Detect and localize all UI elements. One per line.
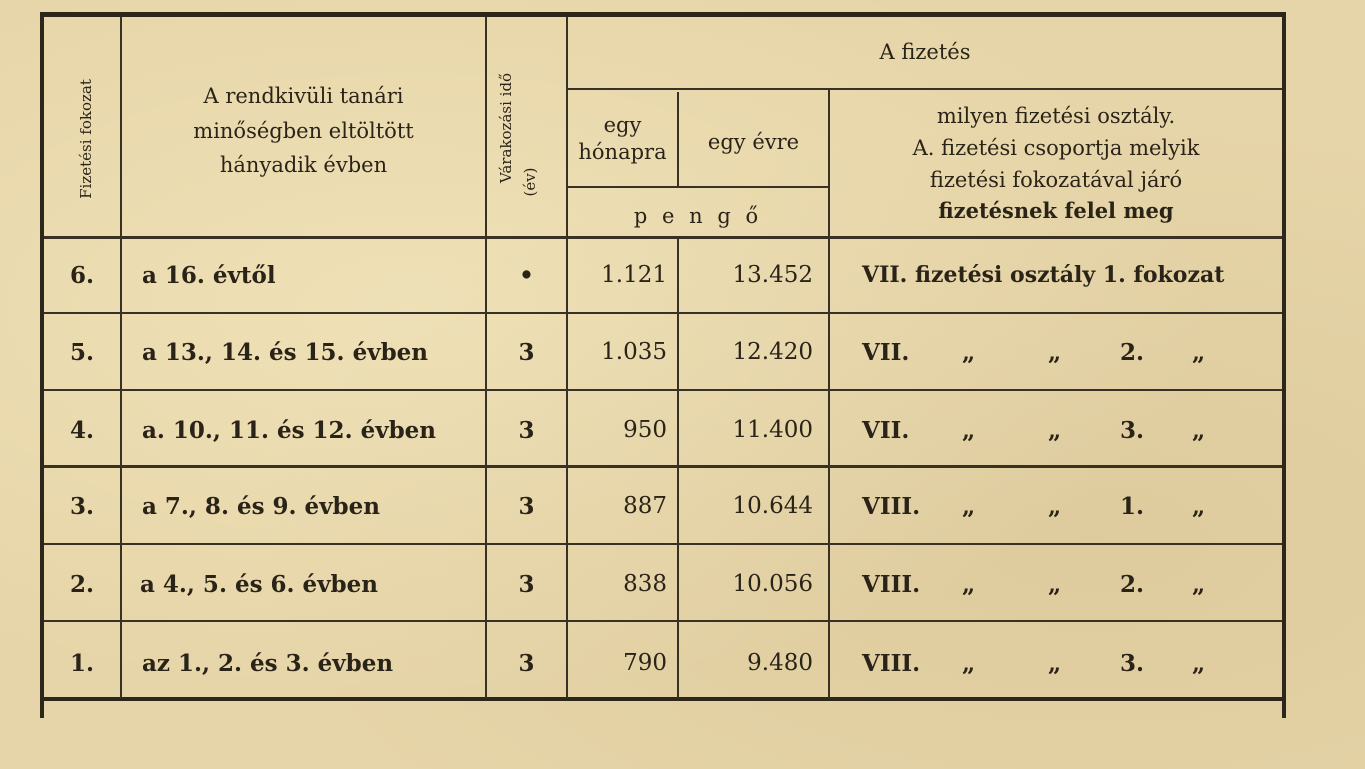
row-divider <box>44 620 1282 622</box>
header-currency: p e n g ő <box>633 204 763 228</box>
cell-grade: 5. <box>69 339 94 366</box>
header-bottom-rule <box>44 236 1282 239</box>
cell-wait: • <box>519 262 534 289</box>
cell-monthly: 1.121 <box>601 262 667 288</box>
cell-class-roman: VII. <box>862 339 910 366</box>
cell-monthly: 950 <box>623 417 667 443</box>
header-monthly-line2: hónapra <box>578 140 667 164</box>
cell-monthly: 790 <box>623 650 667 676</box>
cell-class-ditto: „ <box>1192 417 1206 444</box>
cell-class-ditto: „ <box>1192 339 1206 366</box>
header-year-line1: A rendkivüli tanári <box>203 84 404 108</box>
header-class-line3: fizetési fokozatával járó <box>929 168 1183 192</box>
header-grade: Fizetési fokozat <box>77 79 95 199</box>
header-yearly: egy évre <box>707 130 800 154</box>
table-bottom-rule <box>40 697 1286 701</box>
cell-class-number: 3. <box>1120 417 1145 444</box>
cell-wait: 3 <box>518 571 535 598</box>
cell-class-number: 1. <box>1120 493 1145 520</box>
cell-yearly: 10.644 <box>732 493 813 519</box>
cell-class-ditto: „ <box>1192 650 1206 677</box>
cell-grade: 3. <box>69 493 94 520</box>
cell-grade: 4. <box>69 417 94 444</box>
cell-yearly: 11.400 <box>732 417 813 443</box>
header-salary-divider <box>568 88 1282 90</box>
header-wait-line2: (év) <box>521 167 539 197</box>
cell-yearly: 12.420 <box>732 339 813 365</box>
cell-monthly: 887 <box>623 493 667 519</box>
cell-wait: 3 <box>518 493 535 520</box>
cell-class-ditto: „ <box>1048 493 1062 520</box>
cell-class-ditto: „ <box>1192 493 1206 520</box>
cell-monthly: 1.035 <box>601 339 667 365</box>
header-class-line2: A. fizetési csoportja melyik <box>912 136 1200 160</box>
header-class-line1: milyen fizetési osztály. <box>936 104 1176 128</box>
cell-class-ditto: „ <box>1048 339 1062 366</box>
cell-class-ditto: „ <box>962 417 976 444</box>
header-class-line4: fizetésnek felel meg <box>938 198 1174 223</box>
cell-class-number: 2. <box>1120 339 1145 366</box>
cell-yearly: 9.480 <box>747 650 813 676</box>
cell-years: a 7., 8. és 9. évben <box>142 493 380 520</box>
row-divider <box>44 389 1282 391</box>
cell-monthly: 838 <box>623 571 667 597</box>
cell-years: a 4., 5. és 6. évben <box>140 571 378 598</box>
cell-years: a 13., 14. és 15. évben <box>142 339 429 366</box>
cell-class-ditto: „ <box>1048 650 1062 677</box>
header-salary: A fizetés <box>879 40 971 64</box>
cell-class: VII. fizetési osztály 1. fokozat <box>862 262 1225 288</box>
col-divider <box>120 17 122 698</box>
cell-years: a 16. évtől <box>142 262 276 289</box>
cell-grade: 2. <box>69 571 94 598</box>
cell-years: a. 10., 11. és 12. évben <box>142 417 437 444</box>
cell-yearly: 13.452 <box>732 262 813 288</box>
header-year-line2: minőségben eltöltött <box>193 119 414 143</box>
row-divider <box>44 543 1282 545</box>
cell-class-ditto: „ <box>962 493 976 520</box>
cell-class-ditto: „ <box>962 650 976 677</box>
cell-class-ditto: „ <box>962 339 976 366</box>
cell-class-roman: VIII. <box>862 493 921 520</box>
row-divider <box>44 312 1282 314</box>
cell-class-number: 3. <box>1120 650 1145 677</box>
cell-wait: 3 <box>518 339 535 366</box>
cell-wait: 3 <box>518 650 535 677</box>
cell-class-ditto: „ <box>962 571 976 598</box>
cell-class-ditto: „ <box>1192 571 1206 598</box>
cell-wait: 3 <box>518 417 535 444</box>
cell-years: az 1., 2. és 3. évben <box>142 650 394 677</box>
cell-class-roman: VII. <box>862 417 910 444</box>
cell-class-roman: VIII. <box>862 650 921 677</box>
header-monthly-line1: egy <box>603 113 642 137</box>
cell-class-ditto: „ <box>1048 417 1062 444</box>
cell-grade: 6. <box>69 262 94 289</box>
cell-grade: 1. <box>69 650 94 677</box>
header-currency-divider <box>568 186 830 188</box>
header-year-line3: hányadik évben <box>219 153 388 177</box>
cell-class-number: 2. <box>1120 571 1145 598</box>
cell-class-roman: VIII. <box>862 571 921 598</box>
row-divider-thick <box>44 465 1282 468</box>
col-divider <box>677 239 679 698</box>
cell-yearly: 10.056 <box>732 571 813 597</box>
header-wait-line1: Várakozási idő <box>497 72 515 184</box>
cell-class-ditto: „ <box>1048 571 1062 598</box>
